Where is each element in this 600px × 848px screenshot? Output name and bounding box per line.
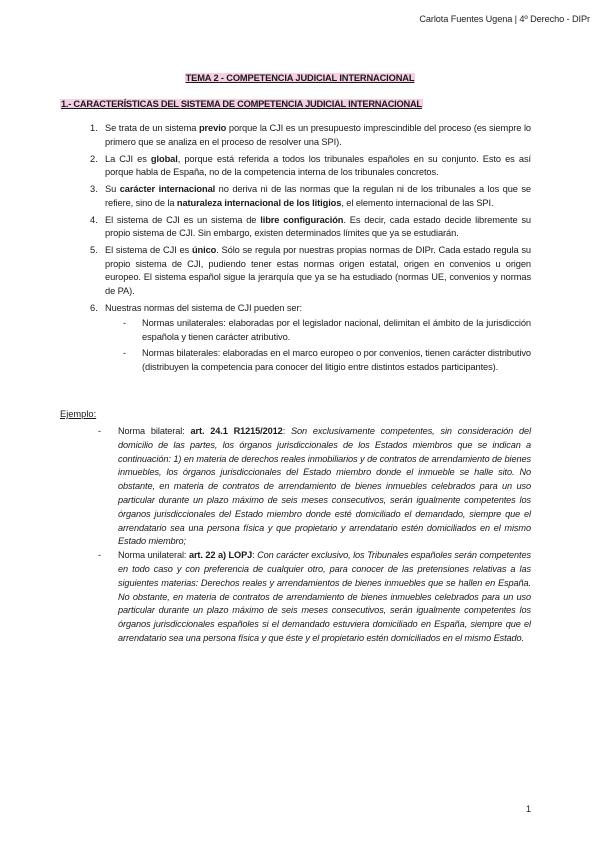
item-bold: naturaleza internacional de los litigios	[176, 197, 342, 208]
example-heading: Ejemplo:	[60, 409, 97, 419]
example-label: Norma unilateral:	[118, 550, 189, 561]
example-colon: :	[252, 550, 255, 561]
item-text: Su	[105, 184, 120, 194]
list-number: 3.	[90, 184, 98, 194]
page-title: TEMA 2 - COMPETENCIA JUDICIAL INTERNACIONAL	[185, 73, 415, 83]
list-item	[90, 183, 531, 210]
page-title-container	[0, 68, 600, 86]
list-number: 5.	[90, 245, 98, 255]
example-article: art. 22 a) LOPJ	[188, 550, 253, 561]
list-number: 2.	[90, 153, 98, 164]
item-text: . Sólo se regula por nuestras propias normas de DIPr. Cada estado regula su propio sistema de CJI, pudiendo tener estas normas origen estatal, origen en convenios u origen europeo. El sistema español sigue la jerarquía que ya se ha estudiado (normas UE, convenios y normas de PA).	[105, 245, 532, 296]
list-item	[90, 302, 531, 375]
item-bold: libre configuración	[260, 214, 344, 225]
list-number: 1.	[90, 123, 98, 133]
list-number: 6.	[90, 302, 98, 313]
example-colon: :	[282, 426, 286, 436]
sub-list-item: - Normas bilaterales: elaboradas en el marco europeo o por convenios, tienen carácter distributivo (distribuyen la competencia para conocer del litigio entre distintos estados participantes).	[105, 347, 531, 374]
example-item	[118, 425, 531, 549]
list-item	[90, 214, 531, 241]
section-heading: 1.- CARACTERÍSTICAS DEL SISTEMA DE COMPETENCIA JUDICIAL INTERNACIONAL	[61, 99, 422, 109]
item-bold: previo	[198, 123, 227, 133]
item-text: El sistema de CJI es un sistema de	[105, 214, 261, 225]
item-text: La CJI es	[105, 153, 151, 164]
examples-list	[118, 425, 531, 646]
characteristics-list	[90, 122, 532, 378]
page-header: Carlota Fuentes Ugena | 4º Derecho - DIPr	[419, 14, 590, 24]
item-text: Nuestras normas del sistema de CJI pueden ser:	[105, 302, 302, 313]
item-text: El sistema de CJI es	[105, 245, 192, 255]
sub-list	[105, 317, 531, 374]
item-bold: carácter internacional	[119, 184, 216, 194]
example-label: Norma bilateral:	[118, 426, 191, 436]
sub-list-item: - Normas unilaterales: elaboradas por el legislador nacional, delimitan el ámbito de la jurisdicción española y tienen carácter atributivo.	[105, 317, 531, 344]
item-bold: global	[150, 153, 178, 164]
page-number: 1	[526, 804, 532, 814]
item-text: porque la CJI es un presupuesto imprescindible del proceso (es siempre lo primero que se analiza en el proceso de resolver una SPI).	[105, 123, 531, 147]
example-quote: Son exclusivamente competentes, sin consideración del domicilio de las partes, los órganos jurisdiccionales de los Estados miembros que se indican a continuación: 1) en materia de derechos reales inmobiliarios y de contratos de arrendamiento de bienes inmuebles, los órganos jurisdiccionales del Estado miembro donde el inmueble se halle sito. No obstante, en materia de contratos de arrendamiento de bienes inmuebles celebrados para un uso particular durante un plazo máximo de seis meses consecutivos, serán igualmente competentes los órganos jurisdiccionales del Estado miembro donde esté domiciliado el demandado, siempre que el arrendatario sea una persona física y que propietario y arrendatario estén domiciliados en el mismo Estado miembro;	[118, 426, 532, 547]
item-text: , porque está referida a todos los tribunales españoles en su conjunto. Esto es así porque habla de España, no de la competencia interna de los tribunales concretos.	[105, 153, 532, 177]
example-quote: Con carácter exclusivo, los Tribunales españoles serán competentes en todo caso y con preferencia de cualquier otro, para conocer de las pretensiones relativas a las siguientes materias: Derechos reales y arrendamientos de bienes inmuebles que se hallen en España. No obstante, en materia de contratos de arrendamiento de bienes inmuebles celebrados para un uso particular durante un plazo máximo de seis meses consecutivos, serán igualmente competentes los órganos jurisdiccionales españoles si el demandado estuviera domiciliado en España, siempre que el arrendatario sea una persona física y que éste y el propietario estén domiciliados en el mismo Estado.	[118, 550, 531, 643]
example-article: art. 24.1 R1215/2012	[190, 426, 283, 436]
item-bold: único	[191, 245, 217, 255]
item-text: , el elemento internacional de las SPI.	[341, 197, 494, 208]
item-text: no deriva ni de las normas que la regulan ni de los tribunales a los que se refiere, sino de la	[105, 184, 531, 208]
list-item	[90, 122, 531, 149]
list-number: 4.	[90, 214, 98, 225]
list-item	[90, 153, 532, 180]
item-text: Se trata de un sistema	[105, 123, 199, 133]
list-item	[90, 244, 532, 298]
example-item	[118, 549, 531, 646]
item-text: . Es decir, cada estado decide libremente su propio sistema de CJI. Sin embargo, existen determinados límites que ya se estudiarán.	[105, 214, 531, 238]
